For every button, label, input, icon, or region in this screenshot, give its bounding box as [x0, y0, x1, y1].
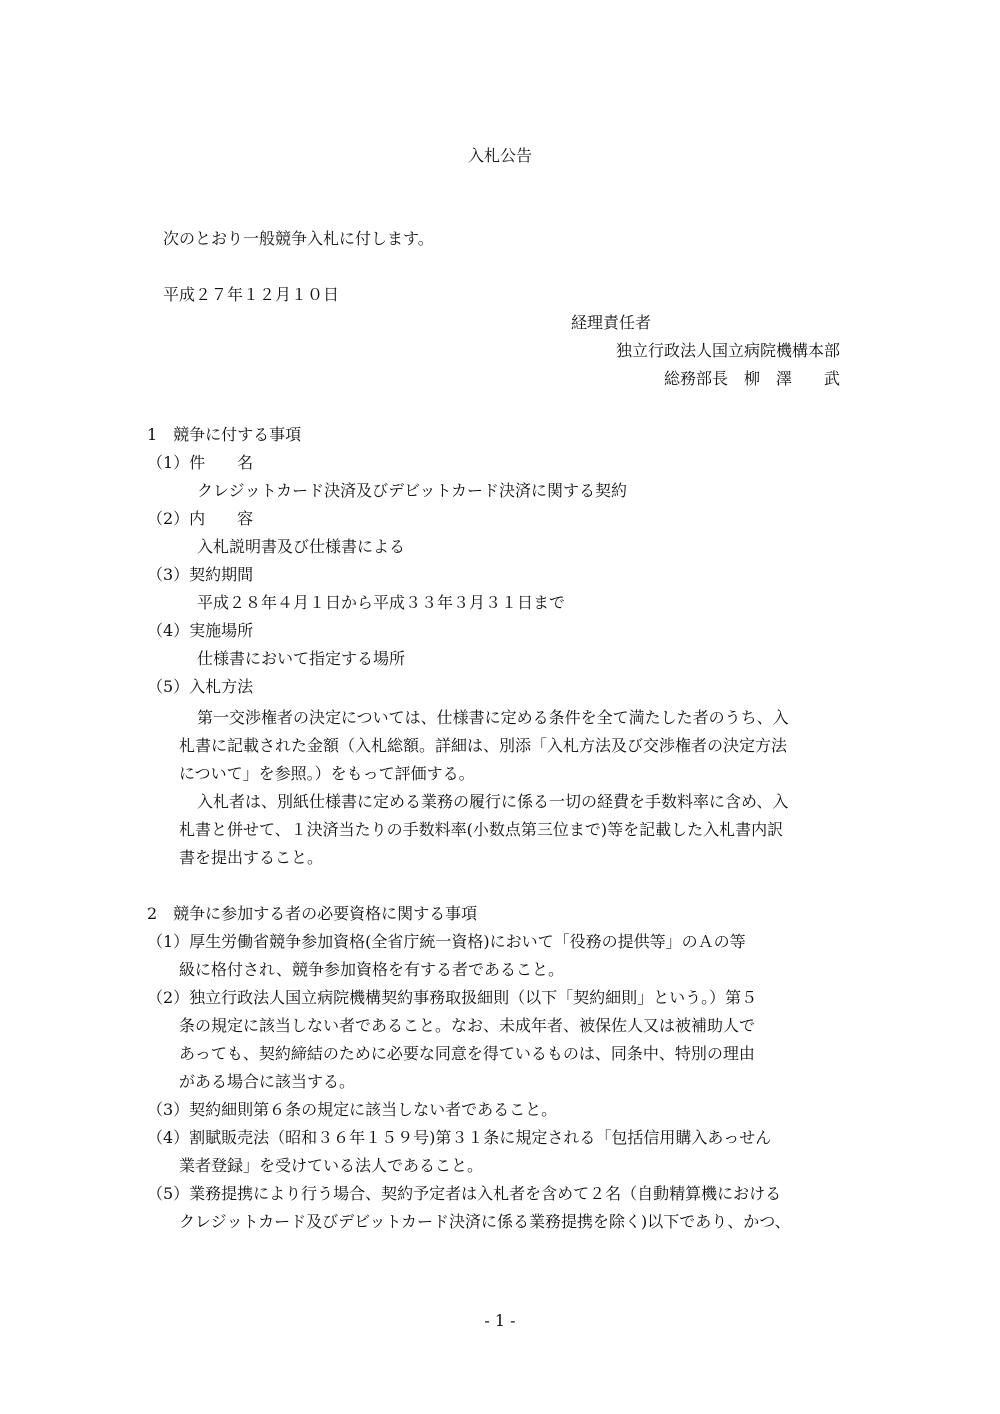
signer-org: 独立行政法人国立病院機構本部 [615, 341, 840, 360]
s1-item2-label: （2）内 容 [147, 509, 254, 528]
page-number: - 1 - [484, 1311, 516, 1330]
s2-item2-line: （2）独立行政法人国立病院機構契約事務取扱細則（以下「契約細則」という。）第５ [147, 988, 758, 1007]
s1-item5-label: （5）入札方法 [147, 677, 254, 696]
s2-item5-line: （5）業務提携により行う場合、契約予定者は入札者を含めて２名（自動精算機における [147, 1184, 782, 1203]
s2-item4-line: 業者登録」を受けている法人であること。 [179, 1156, 484, 1175]
s2-item1-line: （1）厚生労働省競争参加資格(全省庁統一資格)において「役務の提供等」のＡの等 [147, 932, 746, 951]
s2-item3-line: （3）契約細則第６条の規定に該当しない者であること。 [147, 1100, 558, 1119]
s2-item2-line: あっても、契約締結のために必要な同意を得ているものは、同条中、特別の理由 [179, 1044, 755, 1063]
s1-item5-body-line: 札書に記載された金額（入札総額。詳細は、別添「入札方法及び交渉権者の決定方法 [179, 736, 788, 755]
s1-item3-body: 平成２８年４月１日から平成３３年３月３１日まで [197, 593, 566, 612]
page-title: 入札公告 [467, 146, 532, 165]
s1-item4-body: 仕様書において指定する場所 [197, 649, 406, 668]
s1-item4-label: （4）実施場所 [147, 621, 254, 640]
notice-date: 平成２７年１２月１０日 [163, 285, 340, 304]
s1-item5-body-line: 入札者は、別紙仕様書に定める業務の履行に係る一切の経費を手数料率に含め、入 [197, 792, 789, 811]
s1-item5-body-line: について」を参照。）をもって評価する。 [179, 764, 475, 783]
intro-text: 次のとおり一般競争入札に付します。 [163, 229, 434, 248]
s1-item5-body-line: 書を提出すること。 [179, 848, 324, 867]
s2-item5-line: クレジットカード及びデビットカード決済に係る業務提携を除く)以下であり、かつ、 [179, 1212, 791, 1231]
section2-heading: 2 競争に参加する者の必要資格に関する事項 [147, 904, 478, 923]
s2-item2-line: がある場合に該当する。 [179, 1072, 356, 1091]
signer-name: 総務部長 柳 澤 武 [663, 369, 840, 388]
s2-item1-line: 級に格付され、競争参加資格を有する者であること。 [179, 960, 564, 979]
s1-item1-label: （1）件 名 [147, 453, 254, 472]
section1-heading: 1 競争に付する事項 [147, 425, 302, 444]
s1-item5-body-line: 札書と併せて、１決済当たりの手数料率(小数点第三位まで)等を記載した入札書内訳 [179, 820, 784, 839]
s1-item3-label: （3）契約期間 [147, 565, 254, 584]
s1-item2-body: 入札説明書及び仕様書による [197, 537, 406, 556]
s1-item1-body: クレジットカード決済及びデビットカード決済に関する契約 [197, 481, 628, 500]
s2-item4-line: （4）割賦販売法（昭和３６年１５９号)第３１条に規定される「包括信用購入あっせん [147, 1128, 772, 1147]
signer-role: 経理責任者 [571, 313, 652, 332]
s2-item2-line: 条の規定に該当しない者であること。なお、未成年者、被保佐人又は被補助人で [179, 1016, 756, 1035]
s1-item5-body-line: 第一交渉権者の決定については、仕様書に定める条件を全て満たした者のうち、入 [197, 708, 789, 727]
